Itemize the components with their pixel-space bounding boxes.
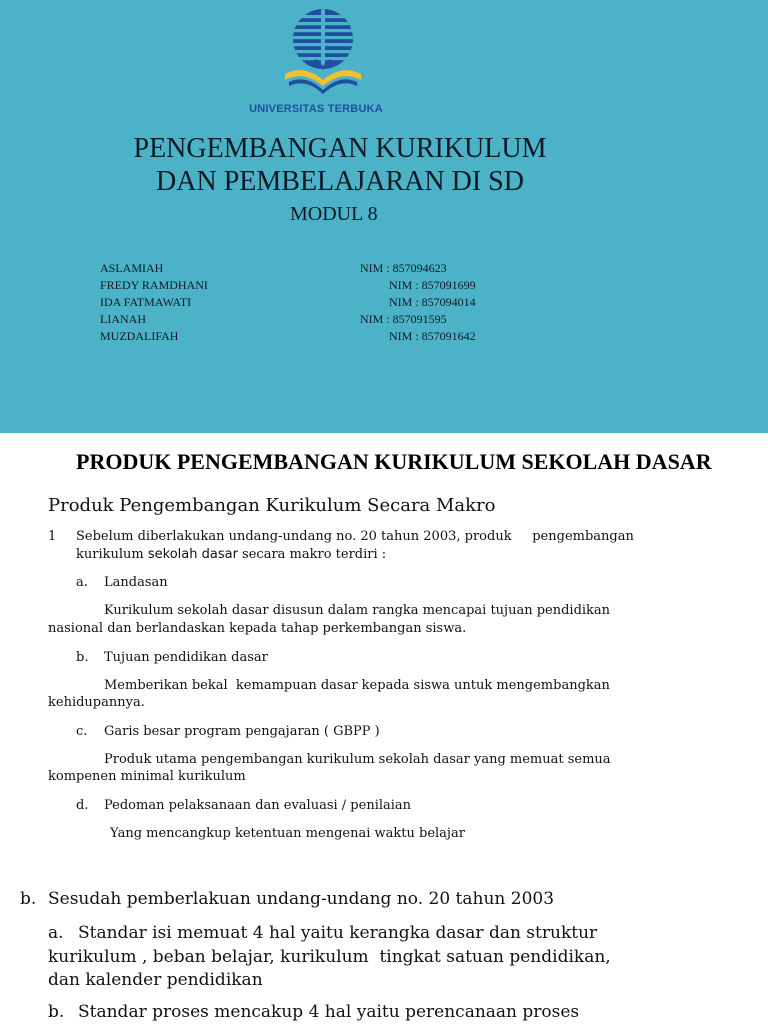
member-name: LIANAH [100,312,146,326]
item-d-desc: Yang mencangkup ketentuan mengenai waktu belajar [110,826,465,841]
section-b-heading: Sesudah pemberlakuan undang-undang no. 20 tahun 2003 [48,889,555,909]
item-b-desc-1: Memberikan bekal kemampuan dasar kepada siswa untuk mengembangkan [104,678,610,693]
item-a-heading: Landasan [104,575,168,590]
item-c-label: c. [76,724,88,739]
member-nim: NIM : 857094623 [360,261,447,275]
item-d-label: d. [76,798,89,813]
content-slide [0,433,768,1024]
member-nim: NIM : 857091699 [389,278,476,292]
section-b-a-line-1: Standar isi memuat 4 hal yaitu kerangka dasar dan struktur [78,923,598,943]
item-1-number: 1 [48,529,57,544]
member-name: ASLAMIAH [100,261,164,275]
item-1-text: kurikulum [76,547,148,562]
slide-title: PRODUK PENGEMBANGAN KURIKULUM SEKOLAH DASAR [76,449,712,474]
item-c-desc-2: kompenen minimal kurikulum [48,769,246,784]
section-b-b-label: b. [48,1002,65,1022]
member-nim: NIM : 857091595 [360,312,447,326]
member-nim: NIM : 857094014 [389,295,476,309]
section-b-a-line-3: dan kalender pendidikan [48,970,263,990]
title-line-1: PENGEMBANGAN KURIKULUM [133,133,547,164]
item-1-line-1: Sebelum diberlakukan undang-undang no. 20 tahun 2003, produk pengembangan [76,529,634,544]
member-name: MUZDALIFAH [100,329,179,343]
university-name: UNIVERSITAS TERBUKA [249,103,383,115]
title-slide [0,0,768,433]
member-name: FREDY RAMDHANI [100,278,208,292]
member-nim: NIM : 857091642 [389,329,476,343]
item-b-heading: Tujuan pendidikan dasar [104,650,268,665]
slide-subtitle: Produk Pengembangan Kurikulum Secara Makro [48,495,496,516]
section-b-a-label: a. [48,923,64,943]
section-b-a-line-2: kurikulum , beban belajar, kurikulum tingkat satuan pendidikan, [48,947,611,967]
section-b-b-line-1: Standar proses mencakup 4 hal yaitu perencanaan proses [78,1002,580,1022]
section-b-label: b. [20,889,37,909]
item-c-desc-1: Produk utama pengembangan kurikulum sekolah dasar yang memuat semua [104,752,611,767]
item-d-heading: Pedoman pelaksanaan dan evaluasi / penilaian [104,798,412,813]
title-line-2: DAN PEMBELAJARAN DI SD [156,166,524,197]
item-a-label: a. [76,575,88,590]
member-name: IDA FATMAWATI [100,295,192,309]
item-1-link-text: sekolah dasar [147,547,238,562]
item-b-desc-2: kehidupannya. [48,695,145,710]
universitas-terbuka-logo [277,8,369,98]
item-c-heading: Garis besar program pengajaran ( GBPP ) [104,724,380,739]
item-a-desc-2: nasional dan berlandaskan kepada tahap perkembangan siswa. [48,621,467,636]
item-1-text: secara makro terdiri : [237,547,387,562]
item-1-line-2 [76,546,386,564]
item-b-label: b. [76,650,89,665]
module-label: MODUL 8 [290,203,378,225]
item-a-desc-1: Kurikulum sekolah dasar disusun dalam rangka mencapai tujuan pendidikan [104,603,611,618]
